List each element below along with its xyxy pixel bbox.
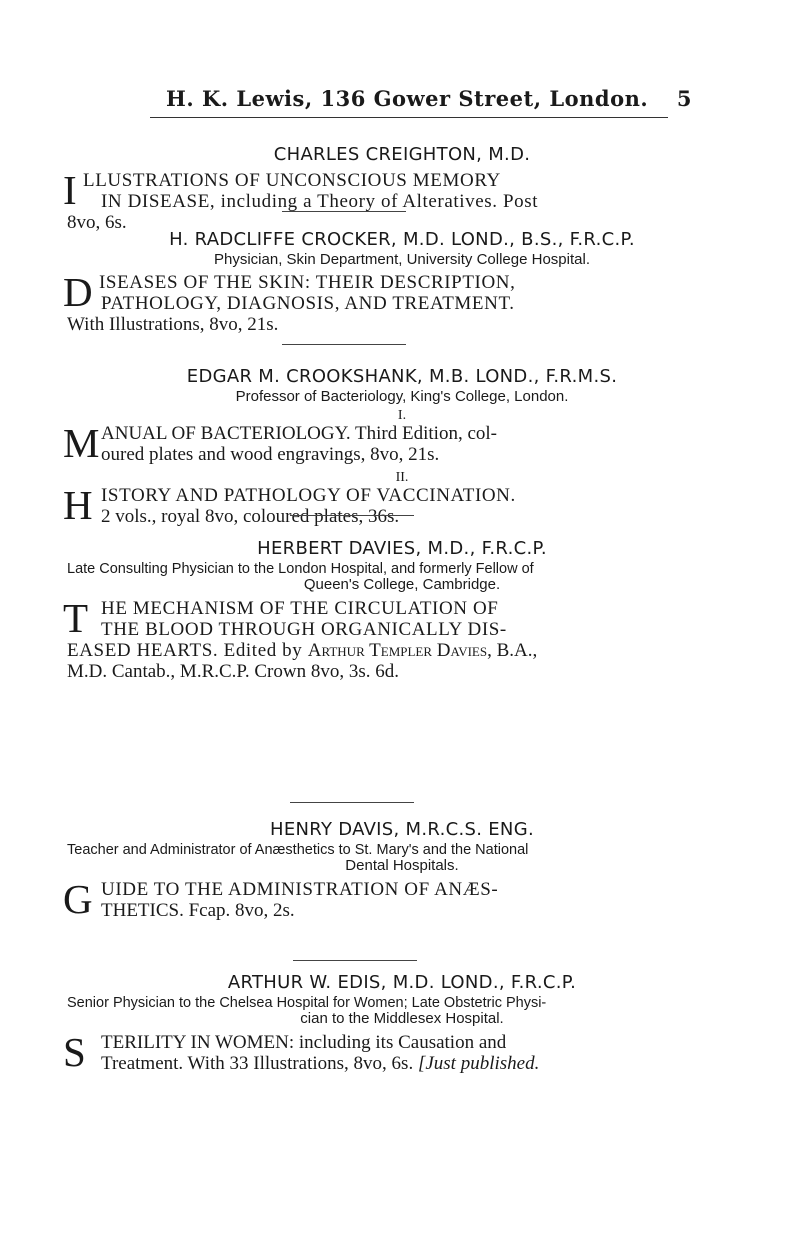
drop-cap: D (63, 269, 93, 315)
page-number: 5 (676, 86, 692, 111)
book-price-line: 8vo, 6s. (67, 212, 127, 233)
book-title-line: LLUSTRATIONS OF UNCONSCIOUS MEMORY (83, 170, 501, 191)
author-affiliation: cian to the Middlesex Hospital. (300, 1010, 504, 1027)
book-price-line: THETICS. Fcap. 8vo, 2s. (101, 900, 295, 921)
author-affiliation: Queen's College, Cambridge. (303, 576, 501, 593)
author-affiliation: Physician, Skin Department, University College Hospital. (214, 251, 590, 268)
drop-cap: H (63, 482, 93, 528)
author-affiliation: Professor of Bacteriology, King's College, London. (235, 388, 569, 405)
author-affiliation: Dental Hospitals. (345, 857, 459, 874)
author-name: HENRY DAVIS, M.R.C.S. ENG. (270, 819, 534, 840)
book-title-line: ISEASES OF THE SKIN: THEIR DESCRIPTION, (99, 272, 516, 293)
entry-davies (63, 538, 737, 682)
book-price-line: With Illustrations, 8vo, 21s. (67, 314, 279, 335)
book-title-line: IN DISEASE, including a Theory of Alteratives. Post (101, 191, 539, 212)
book-title-line: UIDE TO THE ADMINISTRATION OF ANÆS- (101, 879, 499, 900)
book-price-line: Treatment. With 33 Illustrations, 8vo, 6s. [Just published. (101, 1053, 540, 1074)
book-listing (63, 269, 737, 335)
book-price-line: oured plates and wood engravings, 8vo, 21s. (101, 444, 440, 465)
section-rule (282, 211, 406, 212)
author-affiliation: Late Consulting Physician to the London Hospital, and formerly Fellow of (67, 561, 534, 577)
book-listing (63, 595, 737, 682)
running-head (166, 86, 692, 111)
drop-cap: G (63, 876, 93, 922)
header-rule (150, 117, 668, 118)
drop-cap: I (63, 167, 77, 213)
author-name: EDGAR M. CROOKSHANK, M.B. LOND., F.R.M.S. (186, 366, 618, 387)
book-price-line: 2 vols., royal 8vo, coloured plates, 36s. (101, 506, 400, 527)
book-title-line: THE BLOOD THROUGH ORGANICALLY DIS- (101, 619, 507, 640)
section-rule (293, 960, 417, 961)
book-listing (63, 1029, 737, 1075)
volume-numeral: I. (397, 408, 407, 423)
book-listing (63, 876, 737, 922)
book-listing (63, 167, 737, 233)
drop-cap: S (63, 1029, 86, 1075)
entry-crocker (63, 229, 737, 335)
book-title-line: ISTORY AND PATHOLOGY OF VACCINATION. (101, 485, 516, 506)
author-name: ARTHUR W. EDIS, M.D. LOND., F.R.C.P. (227, 972, 577, 993)
book-listing (63, 482, 737, 528)
publisher-address: H. K. Lewis, 136 Gower Street, London. (166, 86, 649, 111)
book-listing (63, 420, 737, 466)
author-name: HERBERT DAVIES, M.D., F.R.C.P. (257, 538, 547, 559)
volume-numeral: II. (395, 470, 409, 485)
section-rule (282, 344, 406, 345)
book-title-line: ANUAL OF BACTERIOLOGY. Third Edition, col- (101, 423, 497, 444)
section-rule (290, 802, 414, 803)
entry-edis (63, 972, 737, 1075)
entry-creighton (63, 144, 737, 233)
section-rule (290, 515, 414, 516)
book-title-line: HE MECHANISM OF THE CIRCULATION OF (101, 598, 499, 619)
author-name: H. RADCLIFFE CROCKER, M.D. LOND., B.S., F.R.C.P. (169, 229, 635, 250)
book-title-line: TERILITY IN WOMEN: including its Causation and (101, 1032, 507, 1053)
publication-status: [Just published. (417, 1053, 540, 1074)
drop-cap: M (63, 420, 100, 466)
author-name: CHARLES CREIGHTON, M.D. (273, 144, 531, 165)
entry-davis (63, 819, 737, 922)
editor-name: Arthur Templer Davies (307, 640, 488, 661)
entry-crookshank (63, 366, 737, 528)
book-title-line: PATHOLOGY, DIAGNOSIS, AND TREATMENT. (101, 293, 515, 314)
author-affiliation: Senior Physician to the Chelsea Hospital for Women; Late Obstetric Physi- (67, 995, 547, 1011)
author-affiliation: Teacher and Administrator of Anæsthetics to St. Mary's and the National (67, 842, 529, 858)
book-price-line: M.D. Cantab., M.R.C.P. Crown 8vo, 3s. 6d. (67, 661, 399, 682)
drop-cap: T (63, 595, 89, 641)
book-title-line: EASED HEARTS. Edited by Arthur Templer Davies, B.A., (67, 640, 538, 661)
